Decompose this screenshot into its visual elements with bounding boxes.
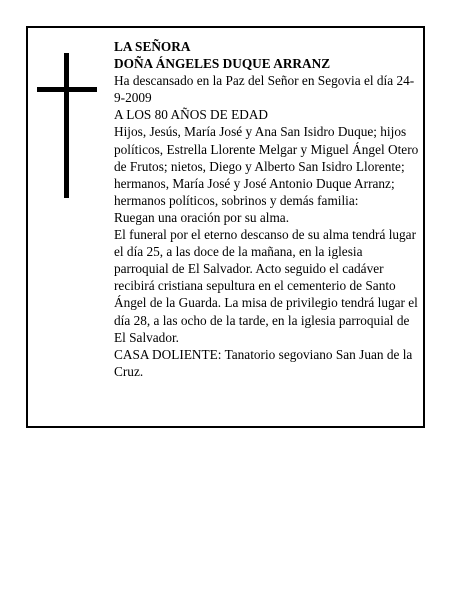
death-line: Ha descansado en la Paz del Señor en Segovia el día 24-9-2009 xyxy=(114,73,415,106)
family-list: Hijos, Jesús, María José y Ana San Isidro Duque; hijos políticos, Estrella Llorente Melgar y Miguel Ángel Otero de Frutos; nietos, Diego y Alberto San Isidro Llorente; hermanos, María José y José Antonio Duque Arranz; hermanos políticos, sobrinos y demás familia: xyxy=(114,124,419,208)
mourning-house: CASA DOLIENTE: Tanatorio segoviano San Juan de la Cruz. xyxy=(114,346,413,379)
funeral-details: El funeral por el eterno descanso de su alma tendrá lugar el día 25, a las doce de la mañana, en la iglesia parroquial de El Salvador. Acto seguido el cadáver recibirá cristiana sepultura en el cementerio de Santo Ángel de la Guarda. La misa de privilegio tendrá lugar el día 28, a las ocho de la tarde, en la iglesia parroquial de El Salvador. xyxy=(114,227,418,345)
deceased-name: DOÑA ÁNGELES DUQUE ARRANZ xyxy=(114,56,331,72)
cross-horizontal-bar xyxy=(37,87,97,92)
notice-title: LA SEÑORA xyxy=(114,39,191,54)
prayer-request: Ruegan una oración por su alma. xyxy=(114,209,290,225)
cross-vertical-bar xyxy=(64,53,69,198)
age-line: A LOS 80 AÑOS DE EDAD xyxy=(114,107,269,123)
cross-icon xyxy=(37,53,97,198)
obituary-text xyxy=(114,38,420,380)
